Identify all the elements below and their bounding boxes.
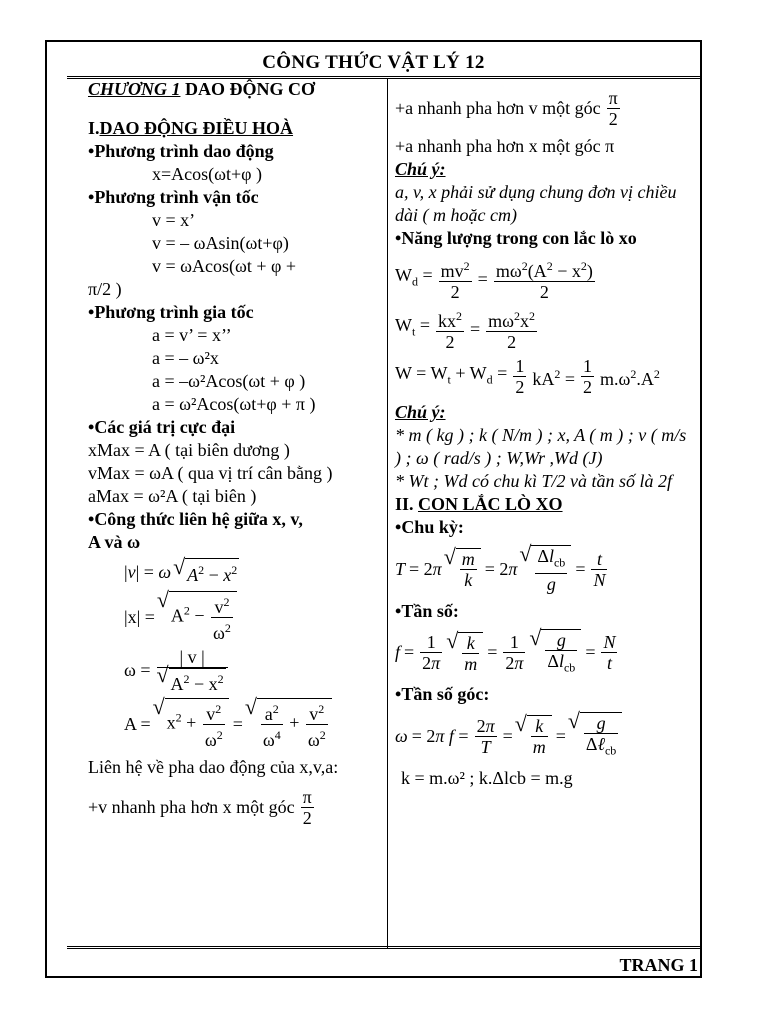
formula-frequency: f = $\frac{1}{2\pi}$ √ $\frac{k}{m}$ = $\frac{1}{2\pi}$ √ $\frac{g}{\Delta l_{cb}}$ = $\frac{N}{t}$ <box>395 629 695 678</box>
section-title: DAO ĐỘNG ĐIỀU HOÀ <box>99 118 294 138</box>
eq-a2: a = – ω²x <box>152 348 219 368</box>
note-1-text: a, v, x phải sử dụng chung đơn vị chiều dài ( m hoặc cm) <box>395 182 677 225</box>
v-max: vMax = ωA ( qua vị trí cân bằng ) <box>88 463 333 483</box>
k-relation: k = m.ω² ; k.Δlcb = m.g <box>401 767 573 788</box>
eq-v3: v = ωAcos(ωt + φ + <box>152 256 297 276</box>
formula-omega: ω = | v | √ $A^2 - x^2$ <box>124 647 378 694</box>
formula-period: T = 2π √ $\frac{m}{k}$ = 2π √ $\frac{\Delta l_{cb}}{g}$ = $\frac{t}{N}$ <box>395 545 695 594</box>
eq-a3: a = –ω²Acos(ωt + φ ) <box>152 371 306 391</box>
formula-amplitude: A = √ $x^2$ + $\frac{v^2}{\omega^2}$ = √ $\frac{a^2}{\omega^4}$ + $\frac{v^2}{\omega^2}$ <box>124 698 378 750</box>
formula-w: $W = W_t + W_d$ = $\frac{1}{2}$ $kA^2$ = $\frac{1}{2}$ $m.\omega^2.A^2$ <box>395 356 660 397</box>
note-2-label: Chú ý: <box>395 402 446 422</box>
formula-wt: $W_t$ = $\frac{kx^2}{2}$ = $\frac{m\omega^2x^2}{2}$ <box>395 306 695 352</box>
page-number: TRANG 1 <box>619 955 698 975</box>
formula-abs-v: |v| = ω √ $A^2 - x^2$ <box>124 558 378 587</box>
heading-cuc-dai: • Các giá trị cực đại <box>88 416 378 439</box>
section-number: I. <box>88 118 100 138</box>
v-phase-text: +v nhanh pha hơn x một góc <box>88 797 295 817</box>
eq-a4: a = ω²Acos(ωt+φ + π ) <box>152 394 316 414</box>
right-column <box>395 84 695 790</box>
a-max: aMax = ω²A ( tại biên ) <box>88 486 257 506</box>
eq-v2: v = – ωAsin(ωt+φ) <box>152 233 289 253</box>
chapter-name: DAO ĐỘNG CƠ <box>184 79 315 99</box>
section-heading <box>88 117 378 140</box>
a-phase-v-line: +a nhanh pha hơn v một góc $\frac{\pi}{2}$ <box>395 88 618 129</box>
column-divider <box>387 78 388 948</box>
heading-pt-gia-toc: • Phương trình gia tốc <box>88 301 378 324</box>
energy-formulas <box>395 256 695 397</box>
x-max: xMax = A ( tại biên dương ) <box>88 440 290 460</box>
a-phase-x: +a nhanh pha hơn x một góc π <box>395 136 615 156</box>
eq-v3b: π/2 ) <box>88 279 122 299</box>
note-2-text-2: * Wt ; Wd có chu kì T/2 và tần số là 2f <box>395 471 672 491</box>
formula-abs-x: |x| = √ $A^2$ − $\frac{v^2}{\omega^2}$ <box>124 591 378 643</box>
heading-chu-ky: • Chu kỳ: <box>395 516 695 539</box>
heading-pt-van-toc: • Phương trình vận tốc <box>88 186 378 209</box>
heading-lien-he-2: A và ω <box>88 532 141 552</box>
heading-pt-dao-dong: • Phương trình dao động <box>88 140 378 163</box>
section-2-title: CON LẮC LÒ XO <box>418 494 563 514</box>
chapter-label: CHƯƠNG 1 <box>88 79 181 99</box>
heading-tan-so: • Tần số: <box>395 600 695 623</box>
eq-x: x=Acos(ωt+φ ) <box>152 164 263 184</box>
formula-wd: $W_d$ = $\frac{mv^2}{2}$ = $\frac{m\omega^2(A^2 - x^2)}{2}$ <box>395 256 695 302</box>
formula-angular-frequency: ω = 2π f = $\frac{2\pi}{T}$ = √ $\frac{k}{m}$ = √ $\frac{g}{\Delta\ell_{cb}}$ <box>395 712 695 761</box>
note-2-text-1: * m ( kg ) ; k ( N/m ) ; x, A ( m ) ; v ( m/s ) ; ω ( rad/s ) ; W,Wr ,Wd (J) <box>395 425 687 468</box>
section-2-number: II. <box>395 494 414 514</box>
v-phase-line: +v nhanh pha hơn x một góc $\frac{\pi}{2}$ <box>88 787 312 828</box>
eq-v1: v = x’ <box>152 210 196 230</box>
heading-tan-so-goc: • Tần số góc: <box>395 683 695 706</box>
heading-nang-luong: • Năng lượng trong con lắc lò xo <box>395 227 695 250</box>
left-column <box>88 78 378 832</box>
section-2-heading <box>395 493 695 516</box>
footer-rule <box>67 946 700 949</box>
formula-block-left <box>88 558 378 750</box>
page-title: CÔNG THỨC VẬT LÝ 12 <box>262 52 485 73</box>
a-phase-v-text: +a nhanh pha hơn v một góc <box>395 98 601 118</box>
note-1-label: Chú ý: <box>395 159 446 179</box>
lien-he-pha: Liên hệ về pha dao động của x,v,a: <box>88 757 339 777</box>
heading-lien-he: • Công thức liên hệ giữa x, v, <box>88 508 378 531</box>
chapter-heading <box>88 78 378 101</box>
eq-a1: a = v’ = x’’ <box>152 325 232 345</box>
